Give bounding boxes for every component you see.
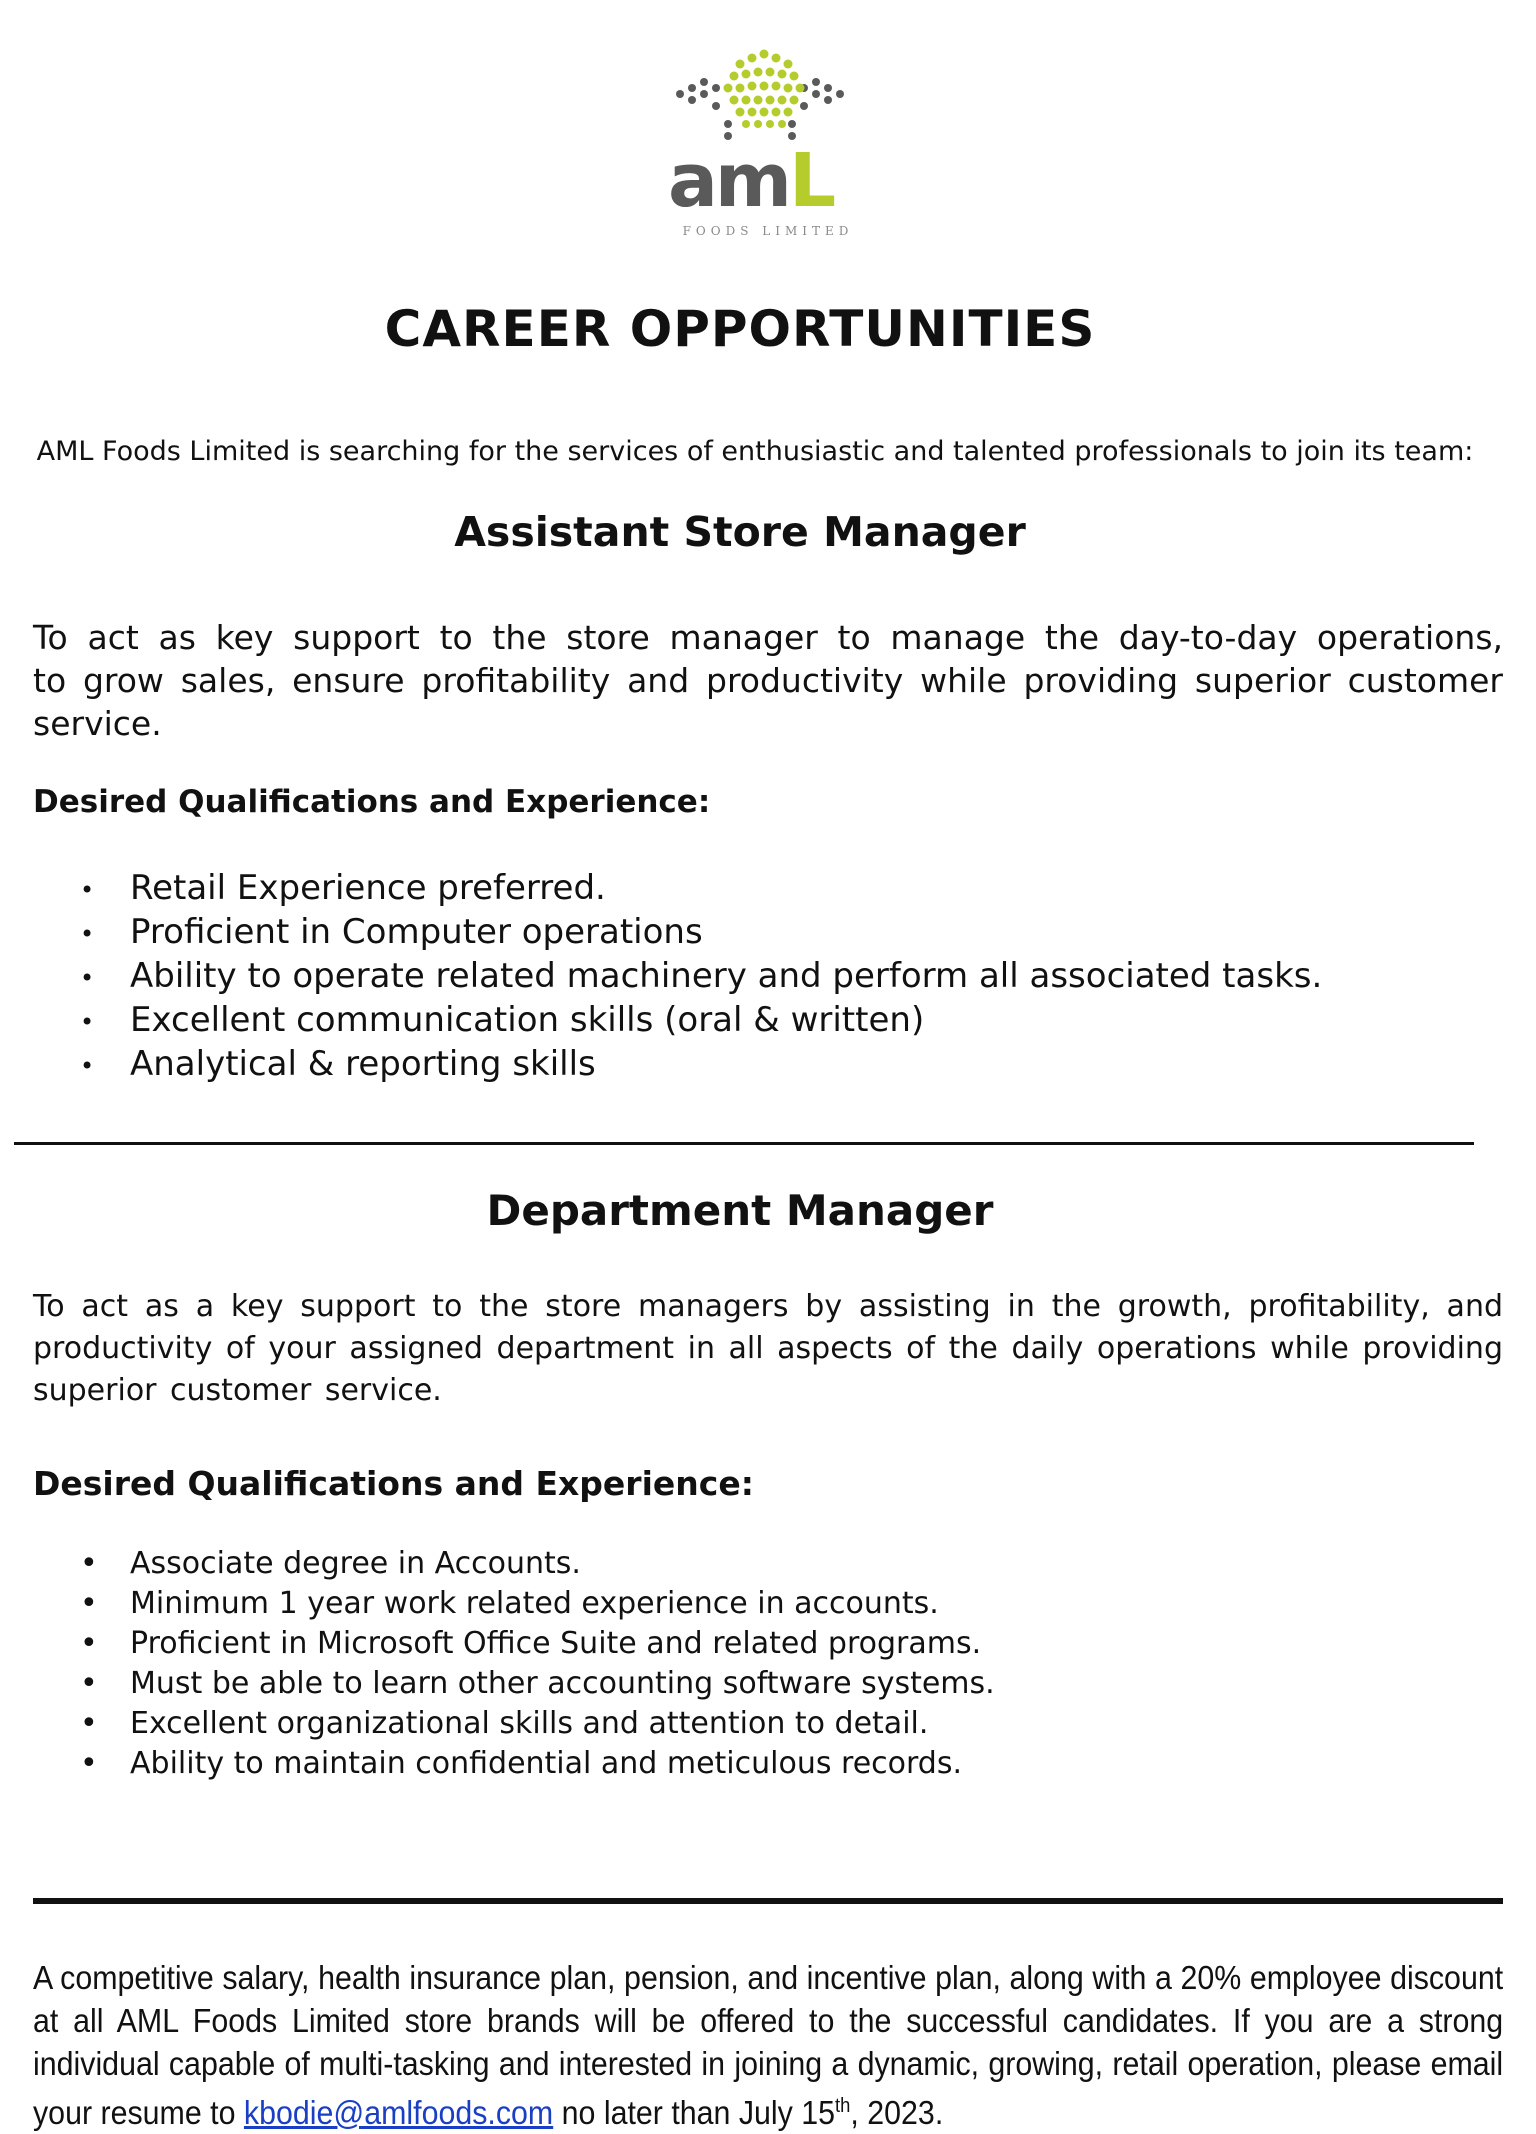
list-item: • Ability to maintain confidential and meticulous records. <box>80 1746 963 1781</box>
logo-wordmark: amL <box>668 138 834 224</box>
list-item: • Minimum 1 year work related experience in accounts. <box>80 1586 939 1621</box>
footer-text <box>33 1956 1503 2134</box>
list-item: • Excellent communication skills (oral & written) <box>80 1000 925 1040</box>
list-item: • Analytical & reporting skills <box>80 1044 596 1084</box>
email-link[interactable]: kbodie@amlfoods.com <box>243 2094 554 2131</box>
list-item: • Must be able to learn other accounting software systems. <box>80 1666 995 1701</box>
list-item: • Proficient in Microsoft Office Suite and related programs. <box>80 1626 982 1661</box>
footer-body: A competitive salary, health insurance plan, pension, and incentive plan, along with a 20% employee discount at all AML Foods Limited store brands will be offered to the successful candidates. If you are a strong individual capable of multi-tasking and interested in joining a dynamic, growing, retail operation, please email your resume to <box>33 1959 1504 2131</box>
job-description-assistant-store-manager: To act as key support to the store manager to manage the day-to-day operations, to grow sales, ensure profitability and productivity while providing superior customer service. <box>33 618 1503 743</box>
logo-subtitle: FOODS LIMITED <box>682 224 854 238</box>
qualifications-list <box>80 1544 995 1784</box>
job-description-department-manager: To act as a key support to the store managers by assisting in the growth, profitability, and productivity of your assigned department in all aspects of the daily operations while providing superior customer service. <box>33 1289 1503 1408</box>
list-item: • Associate degree in Accounts. <box>80 1546 581 1581</box>
qualifications-list <box>80 866 1322 1086</box>
deadline-text: no later than July 15 <box>553 2094 836 2131</box>
qualifications-heading: Desired Qualifications and Experience: <box>33 1464 754 1503</box>
job-title-assistant-store-manager: Assistant Store Manager <box>454 508 1026 556</box>
qualifications-heading: Desired Qualifications and Experience: <box>33 784 711 820</box>
aml-foods-logo <box>640 44 880 244</box>
list-item: • Proficient in Computer operations <box>80 912 703 952</box>
job-title-department-manager: Department Manager <box>486 1186 994 1235</box>
page-title: CAREER OPPORTUNITIES <box>384 300 1096 358</box>
list-item: • Ability to operate related machinery and perform all associated tasks. <box>80 956 1323 996</box>
section-divider <box>14 1142 1474 1145</box>
deadline-year: , 2023. <box>850 2094 944 2131</box>
list-item: • Retail Experience preferred. <box>80 868 606 908</box>
list-item: • Excellent organizational skills and attention to detail. <box>80 1706 929 1741</box>
intro-text: AML Foods Limited is searching for the services of enthusiastic and talented professionals to join its team: <box>36 436 1474 467</box>
date-suffix: th <box>835 2095 851 2117</box>
footer-divider <box>33 1898 1503 1904</box>
